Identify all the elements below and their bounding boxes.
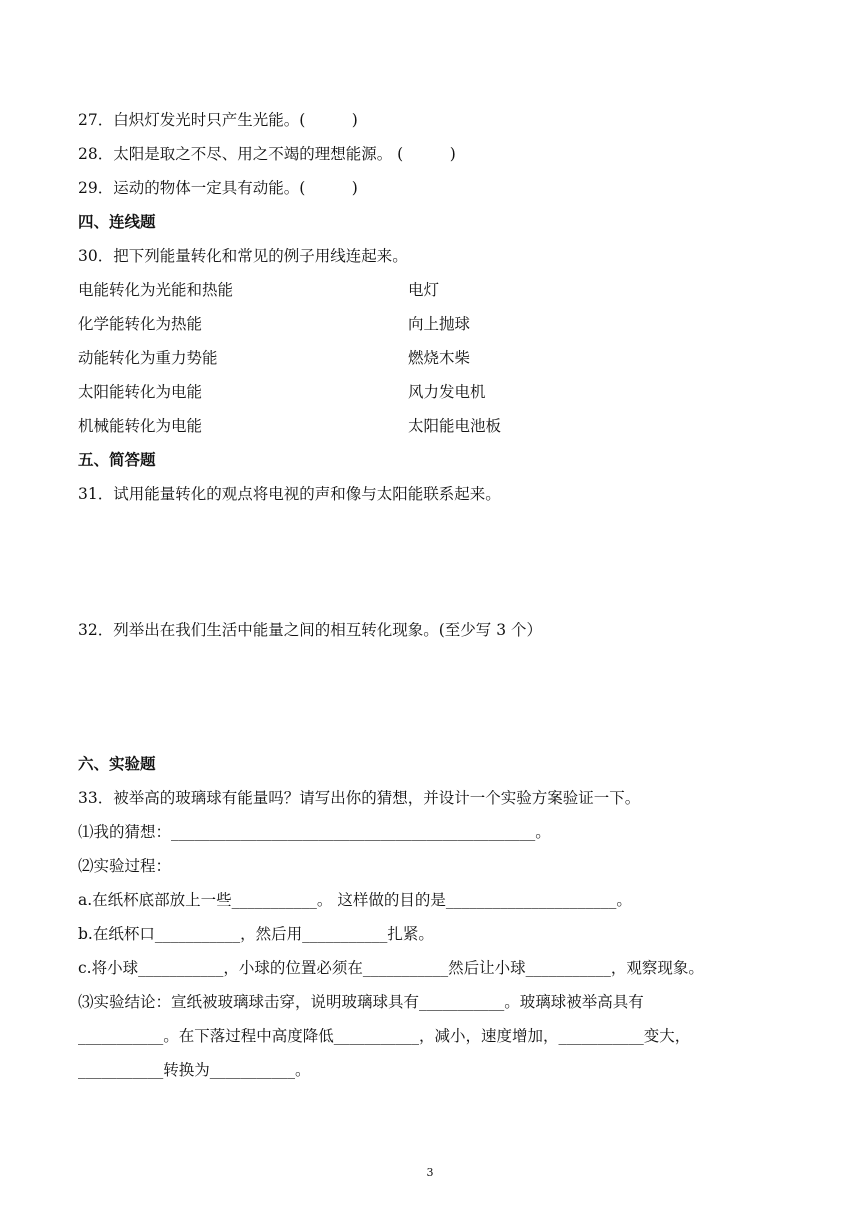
question-31: 31．试用能量转化的观点将电视的声和像与太阳能联系起来。 [78, 485, 501, 503]
match-right-item: 向上抛球 [408, 315, 471, 333]
match-right-item: 太阳能电池板 [408, 417, 502, 435]
question-32: 32．列举出在我们生活中能量之间的相互转化现象。(至少写 3 个） [78, 621, 542, 639]
question-30: 30．把下列能量转化和常见的例子用线连起来。 [78, 247, 408, 265]
question-33: 33．被举高的玻璃球有能量吗？请写出你的猜想，并设计一个实验方案验证一下。 [78, 789, 641, 807]
conclusion-line-3: ___________转换为___________。 [78, 1061, 311, 1079]
guess-line: ⑴我的猜想：_______________________________________________。 [78, 823, 551, 841]
section-5-heading: 五、简答题 [78, 451, 156, 469]
step-b: b.在纸杯口___________，然后用___________扎紧。 [78, 925, 434, 943]
question-27: 27．白炽灯发光时只产生光能。( ) [78, 111, 358, 129]
match-right-item: 燃烧木柴 [408, 349, 471, 367]
conclusion-line-2: ___________。在下落过程中高度降低___________，减小，速度增加，___________变大， [78, 1027, 691, 1045]
question-29: 29．运动的物体一定具有动能。( ) [78, 179, 358, 197]
section-4-heading: 四、连线题 [78, 213, 156, 231]
match-left-item: 太阳能转化为电能 [78, 383, 203, 401]
step-a: a.在纸杯底部放上一些___________。 这样做的目的是______________________。 [78, 891, 632, 909]
match-right-item: 电灯 [408, 281, 440, 299]
process-label: ⑵实验过程： [78, 857, 172, 875]
match-left-item: 化学能转化为热能 [78, 315, 203, 333]
step-c: c.将小球___________，小球的位置必须在___________然后让小球___________，观察现象。 [78, 959, 704, 977]
match-left-item: 动能转化为重力势能 [78, 349, 218, 367]
conclusion-line-1: ⑶实验结论：宣纸被玻璃球击穿，说明玻璃球具有___________。玻璃球被举高具有 [78, 993, 644, 1011]
match-left-item: 电能转化为光能和热能 [78, 281, 234, 299]
page-number: 3 [426, 1166, 434, 1179]
match-right-item: 风力发电机 [408, 383, 486, 401]
section-6-heading: 六、实验题 [78, 755, 156, 773]
question-28: 28．太阳是取之不尽、用之不竭的理想能源。 ( ) [78, 145, 456, 163]
match-left-item: 机械能转化为电能 [78, 417, 203, 435]
